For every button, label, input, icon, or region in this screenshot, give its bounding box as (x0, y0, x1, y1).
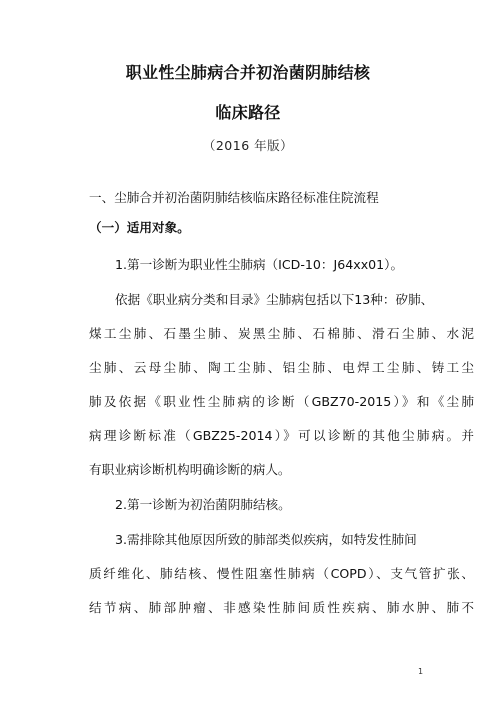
paragraph-item3-line: 3.需排除其他原因所致的肺部类似疾病，如特发性肺间 (115, 532, 417, 547)
paragraph-item3-line: 结节病、肺部肿瘤、非感染性肺间质性疾病、肺水肿、肺不 (89, 600, 474, 615)
paragraph-line: 依据《职业病分类和目录》尘肺病包括以下13种：矽肺、 (115, 292, 434, 307)
paragraph-line: 有职业病诊断机构明确诊断的病人。 (89, 462, 291, 477)
paragraph-line: 肺及依据《职业性尘肺病的诊断（GBZ70-2015）》和《尘肺 (89, 394, 474, 409)
paragraph-line: 病理诊断标准（GBZ25-2014）》可以诊断的其他尘肺病。并 (89, 428, 474, 443)
paragraph-line: 尘肺、云母尘肺、陶工尘肺、铝尘肺、电焊工尘肺、铸工尘 (89, 360, 474, 375)
document-title-line2: 临床路径 (215, 103, 281, 122)
edition-label: （2016 年版） (202, 138, 294, 153)
section-heading: 一、尘肺合并初治菌阴肺结核临床路径标准住院流程 (89, 190, 379, 205)
page-number: 1 (418, 667, 424, 676)
document-title-line1: 职业性尘肺病合并初治菌阴肺结核 (125, 63, 371, 82)
paragraph-item3-line: 质纤维化、肺结核、慢性阻塞性肺病（COPD）、支气管扩张、 (89, 566, 474, 581)
paragraph-item1: 1.第一诊断为职业性尘肺病（ICD-10：J64xx01）。 (115, 257, 404, 272)
paragraph-line: 煤工尘肺、石墨尘肺、炭黑尘肺、石棉肺、滑石尘肺、水泥 (89, 326, 474, 341)
paragraph-item2: 2.第一诊断为初治菌阴肺结核。 (115, 497, 291, 512)
subsection-heading: （一）适用对象。 (89, 220, 190, 235)
